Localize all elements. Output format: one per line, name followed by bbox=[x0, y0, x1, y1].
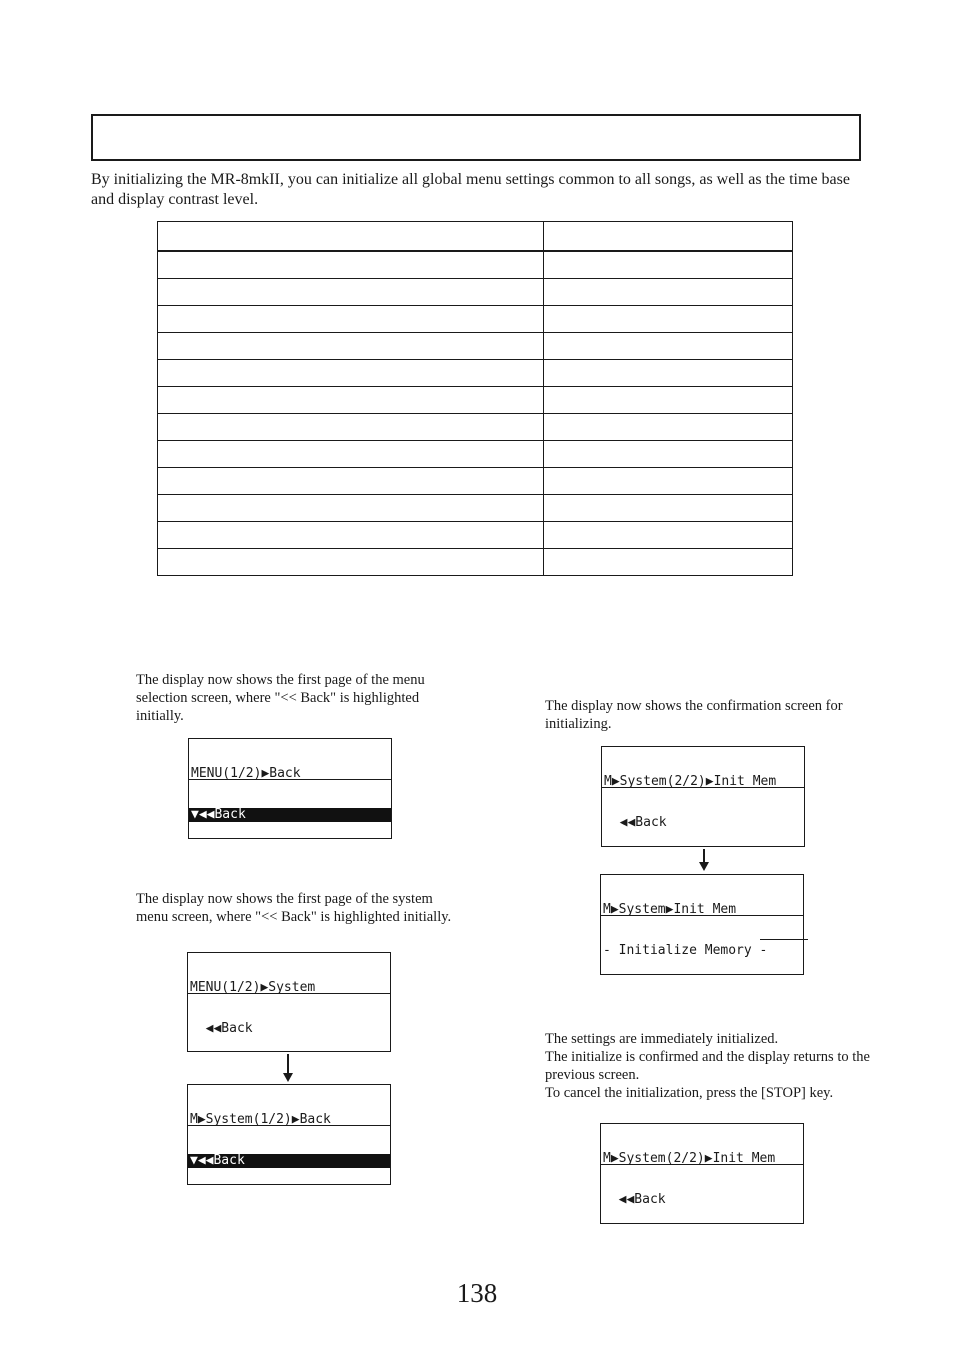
table-header-cell bbox=[544, 222, 793, 252]
lcd-result-screen bbox=[600, 1123, 804, 1224]
lcd-title: M▶System(2/2)▶Init Mem bbox=[601, 1152, 803, 1166]
table-cell bbox=[158, 251, 544, 279]
table-cell bbox=[544, 549, 793, 576]
lcd-title: M▶System(2/2)▶Init Mem bbox=[602, 775, 804, 789]
table-cell bbox=[544, 279, 793, 306]
lcd-title: M▶System▶Init Mem bbox=[601, 903, 803, 917]
lcd-row: - Initialize Memory - bbox=[603, 942, 768, 958]
table-header-cell bbox=[158, 222, 544, 252]
arrow-down-icon bbox=[287, 1054, 289, 1073]
table-cell bbox=[158, 306, 544, 333]
table-cell bbox=[544, 441, 793, 468]
table-cell bbox=[544, 387, 793, 414]
table-row bbox=[158, 387, 793, 414]
table-cell bbox=[158, 333, 544, 360]
page-number: 138 bbox=[456, 1278, 498, 1308]
lcd-title: MENU(1/2)▶Back bbox=[189, 767, 391, 781]
table-cell bbox=[544, 306, 793, 333]
table-row bbox=[158, 495, 793, 522]
arrow-down-icon bbox=[703, 849, 705, 863]
table-header-row bbox=[158, 222, 793, 252]
table-row bbox=[158, 279, 793, 306]
table-cell bbox=[544, 522, 793, 549]
table-row bbox=[158, 306, 793, 333]
table-cell bbox=[158, 468, 544, 495]
settings-table bbox=[157, 221, 793, 576]
table-row bbox=[158, 522, 793, 549]
step-note-menu: The display now shows the first page of the menu selection screen, where "<< Back" is highlighted initially. bbox=[136, 672, 425, 724]
result-line-2: The initialize is confirmed and the display returns to the previous screen. bbox=[545, 1049, 870, 1083]
table-cell bbox=[158, 360, 544, 387]
section-title-box bbox=[91, 114, 861, 161]
lcd-row: ◀◀Back bbox=[603, 1191, 666, 1207]
intro-paragraph: By initializing the MR-8mkII, you can initialize all global menu settings common to all songs, as well as the time base and display contrast level. bbox=[91, 171, 850, 208]
table-cell bbox=[544, 414, 793, 441]
table-row bbox=[158, 468, 793, 495]
table-row bbox=[158, 441, 793, 468]
table-cell bbox=[544, 468, 793, 495]
table-row bbox=[158, 549, 793, 576]
lcd-system-select-screen bbox=[187, 952, 391, 1052]
table-cell bbox=[544, 495, 793, 522]
table-cell bbox=[158, 279, 544, 306]
table-cell bbox=[158, 522, 544, 549]
lcd-init-memory-screen bbox=[601, 746, 805, 847]
table-cell bbox=[544, 251, 793, 279]
callout-line bbox=[760, 939, 808, 940]
result-line-3: To cancel the initialization, press the [STOP] key. bbox=[545, 1085, 834, 1101]
table-cell bbox=[544, 360, 793, 387]
step-note-system: The display now shows the first page of the system menu screen, where "<< Back" is highlighted initially. bbox=[136, 891, 452, 925]
lcd-menu-screen bbox=[188, 738, 392, 839]
table-row bbox=[158, 251, 793, 279]
arrow-head-icon bbox=[699, 862, 709, 871]
lcd-system-back-screen bbox=[187, 1084, 391, 1185]
lcd-row-highlighted: ▼◀◀Back bbox=[189, 808, 391, 822]
table-cell bbox=[158, 387, 544, 414]
arrow-head-icon bbox=[283, 1073, 293, 1082]
lcd-confirm-screen bbox=[600, 874, 804, 975]
lcd-title: MENU(1/2)▶System bbox=[188, 981, 390, 995]
lcd-title: M▶System(1/2)▶Back bbox=[188, 1113, 390, 1127]
lcd-row-highlighted: ▼◀◀Back bbox=[188, 1154, 390, 1168]
table-cell bbox=[158, 549, 544, 576]
table-cell bbox=[544, 333, 793, 360]
table-row bbox=[158, 414, 793, 441]
table-row bbox=[158, 360, 793, 387]
result-line-1: The settings are immediately initialized. bbox=[545, 1031, 779, 1047]
table-cell bbox=[158, 441, 544, 468]
step-note-result bbox=[545, 1030, 875, 1102]
table-cell bbox=[158, 495, 544, 522]
lcd-row: ◀◀Back bbox=[190, 1020, 253, 1036]
table-cell bbox=[158, 414, 544, 441]
table-row bbox=[158, 333, 793, 360]
step-note-confirm: The display now shows the confirmation screen for initializing. bbox=[545, 698, 843, 732]
lcd-row: ◀◀Back bbox=[604, 814, 667, 830]
